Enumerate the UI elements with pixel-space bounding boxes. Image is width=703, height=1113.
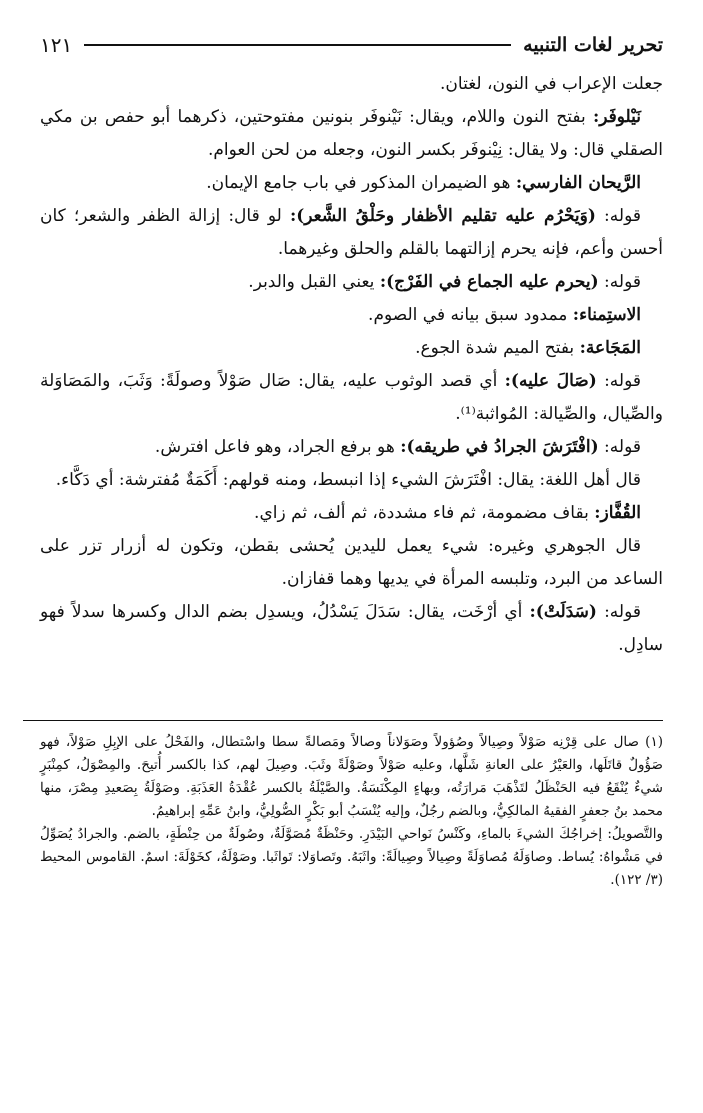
term: القُفَّاز: xyxy=(594,503,641,523)
term: (افْتَرَشَ الجرادُ في طريقه): xyxy=(400,437,599,457)
footnotes xyxy=(40,731,663,892)
term: (صَالَ عليه): xyxy=(504,371,597,391)
page-number: ١٢١ xyxy=(40,33,73,57)
term: (يحرم عليه الجماع في الفَرْج): xyxy=(379,272,599,292)
paragraph-3: الرَّيحان الفارسي: هو الضيمران المذكور في باب جامع الإيمان. xyxy=(206,173,641,193)
paragraph-7: المَجَاعة: بفتح الميم شدة الجوع. xyxy=(415,338,641,358)
term: (وَيَحْرُم عليه تقليم الأظفار وحَلْقُ الشَّعر): xyxy=(289,206,596,226)
running-title: تحرير لغات التنبيه xyxy=(523,34,663,56)
term: المَجَاعة: xyxy=(579,338,641,358)
paragraph-12: قال الجوهري وغيره: شيء يعمل لليدين يُحشى بقطن، وتكون له أزرار تزر على الساعد من البرد، وتلبسه المرأة في يديها وهما قفازان. xyxy=(40,536,663,589)
paragraph-10: قال أهل اللغة: يقال: افْتَرَشَ الشيء إذا انبسط، ومنه قولهم: أَكَمَةٌ مُفترشة: أي دَكَّاء. xyxy=(55,470,641,490)
paragraph-11: القُفَّاز: بقاف مضمومة، ثم فاء مشددة، ثم ألف، ثم زاي. xyxy=(254,503,641,523)
paragraph-1: جعلت الإعراب في النون، لغتان. xyxy=(440,74,663,94)
footnote-1: (١) صال على قِرْنِه صَوْلاً وصِيالاً وصُؤولاً وصَوَلاناً وصالاً ومَصالةً سطا واسْتطال، والفَحْلُ على الإبِلِ صَوْلاً، فهو صَؤُولٌ قاتَلَها، والعَيْرُ على العانةِ شَلَّها، وعليه صَوْلاً وصَوْلَةً وثَبَ. وصِيلَ لهم، كذا بالكسر أُتيحَ. والمِصْوَلُ، كمِنْبَرٍ شيءٌ يُنْقَعُ فيه الحَنْظَلُ لتَذْهَبَ مَرارَتُه، وبهاءٍ المِكْنَسَةُ. والصَّيْلَةُ بالكسر عُقْدَةُ العَذَبَةِ. وصَوْلَةُ بِصَعيدِ مِصْرَ، منها محمد بنُ جعفرٍ الفقيهُ المالكِيُّ، وبالضم رجُلٌ، وإليه يُنْسَبُ أبو بَكْرٍ الصُّولِيُّ، وابنُ عَمِّهِ إبراهيمُ. xyxy=(40,734,663,819)
term: الرَّيحان الفارسي: xyxy=(515,173,641,193)
footnote-separator xyxy=(23,720,663,721)
paragraph-6: الاستِمناء: ممدود سبق بيانه في الصوم. xyxy=(368,305,641,325)
footnote-1-continued: والتَّصويلُ: إخراجُكَ الشيءَ بالماءِ، وكَنْسُ نَواحي البَيْدَرِ. وحَنْظَةٌ مُصَوَّلَةٌ، وصُولَةٌ من حِنْطَةٍ، بالضم. والجرادُ يُصَوِّلُ في مَشْواهُ: يُساط. وصاوَلَهُ مُصاوَلَةً وصِيالاً وصِيالَةً: واثَبَهُ. وتَصاوَلا: تَواثَبا. وصَوْلَةُ، كخَوْلَةَ: اسمٌ. القاموس المحيط (٣/ ١٢٢). xyxy=(40,826,663,888)
paragraph-8: قوله: (صَالَ عليه): أي قصد الوثوب عليه، يقال: صَال صَوْلاً وصولَةً: وَثَبَ، والمَصَاوَلة والصِّيال، والصِّيالة: المُواثبة⁽¹⁾. xyxy=(40,371,663,424)
term: (سَدَلَتْ): xyxy=(529,602,597,622)
term: الاستِمناء: xyxy=(572,305,641,325)
paragraph-9: قوله: (افْتَرَشَ الجرادُ في طريقه): هو برفع الجراد، وهو فاعل افترش. xyxy=(154,437,641,457)
header-rule xyxy=(84,44,511,46)
paragraph-4: قوله: (وَيَحْرُم عليه تقليم الأظفار وحَلْقُ الشَّعر): لو قال: إزالة الظفر والشعر؛ كان أحسن وأعم، فإنه يحرم إزالتهما بالقلم والحلق وغيرهما. xyxy=(40,206,663,259)
page-header xyxy=(40,28,663,62)
term: نَيْلوفَر: xyxy=(592,107,641,127)
paragraph-5: قوله: (يحرم عليه الجماع في الفَرْج): يعني القبل والدبر. xyxy=(248,272,641,292)
paragraph-13: قوله: (سَدَلَتْ): أي أرْخَت، يقال: سَدَلَ يَسْدُلُ، ويسدِل بضم الدال وكسرها سدلاً فهو سادِل. xyxy=(40,602,663,655)
main-text xyxy=(40,68,663,662)
paragraph-2: نَيْلوفَر: بفتح النون واللام، ويقال: نَيْنوفَر بنونين مفتوحتين، ذكرهما أبو حفص بن مكي الصقلي قال: ولا يقال: نِيْنوفَر بكسر النون، وجعله من لحن العوام. xyxy=(40,107,663,160)
